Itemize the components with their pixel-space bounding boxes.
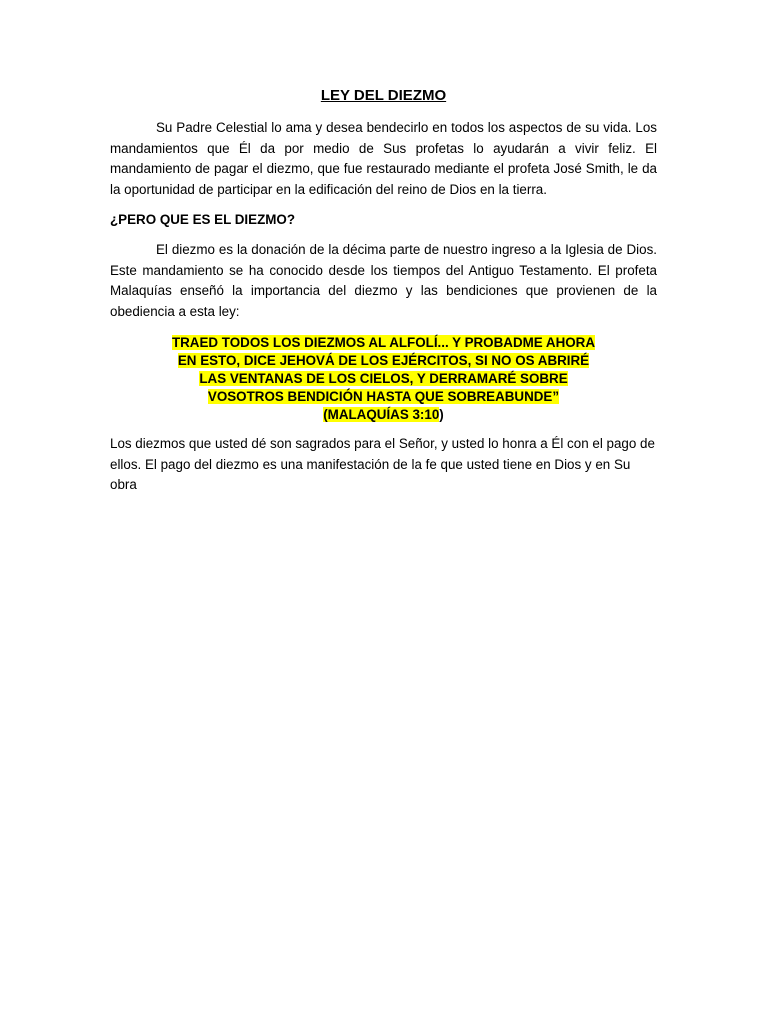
document-title: LEY DEL DIEZMO (320, 87, 447, 104)
intro-paragraph: Su Padre Celestial lo ama y desea bendecirlo en todos los aspectos de su vida. Los mandamientos que Él da por medio de Sus profetas lo ayudarán a vivir feliz. El mandamiento de pagar el diezmo, que fue restaurado mediante el profeta José Smith, le da la oportunidad de participar en la edificación del reino de Dios en la tierra. (110, 120, 657, 197)
document-page (110, 86, 657, 506)
highlighted-quote-text: TRAED TODOS LOS DIEZMOS AL ALFOLÍ... Y PROBADME AHORA EN ESTO, DICE JEHOVÁ DE LOS EJÉRCITOS, SI NO OS ABRIRÉ LAS VENTANAS DE LOS CIELOS, Y DERRAMARÉ SOBRE VOSOTROS BENDICIÓN HASTA QUE SOBREABUNDE” (MALAQUÍAS 3:10 (171, 335, 596, 422)
quote-closing-paren: ) (439, 407, 444, 422)
closing-paragraph: Los diezmos que usted dé son sagrados para el Señor, y usted lo honra a Él con el pago de ellos. El pago del diezmo es una manifestación de la fe que usted tiene en Dios y en Su obra (110, 436, 655, 492)
section-heading: ¿PERO QUE ES EL DIEZMO? (110, 212, 296, 227)
scripture-quote (170, 334, 597, 424)
definition-paragraph: El diezmo es la donación de la décima parte de nuestro ingreso a la Iglesia de Dios. Este mandamiento se ha conocido desde los tiempos del Antiguo Testamento. El profeta Malaquías enseñó la importancia del diezmo y las bendiciones que provienen de la obediencia a esta ley: (110, 242, 657, 319)
